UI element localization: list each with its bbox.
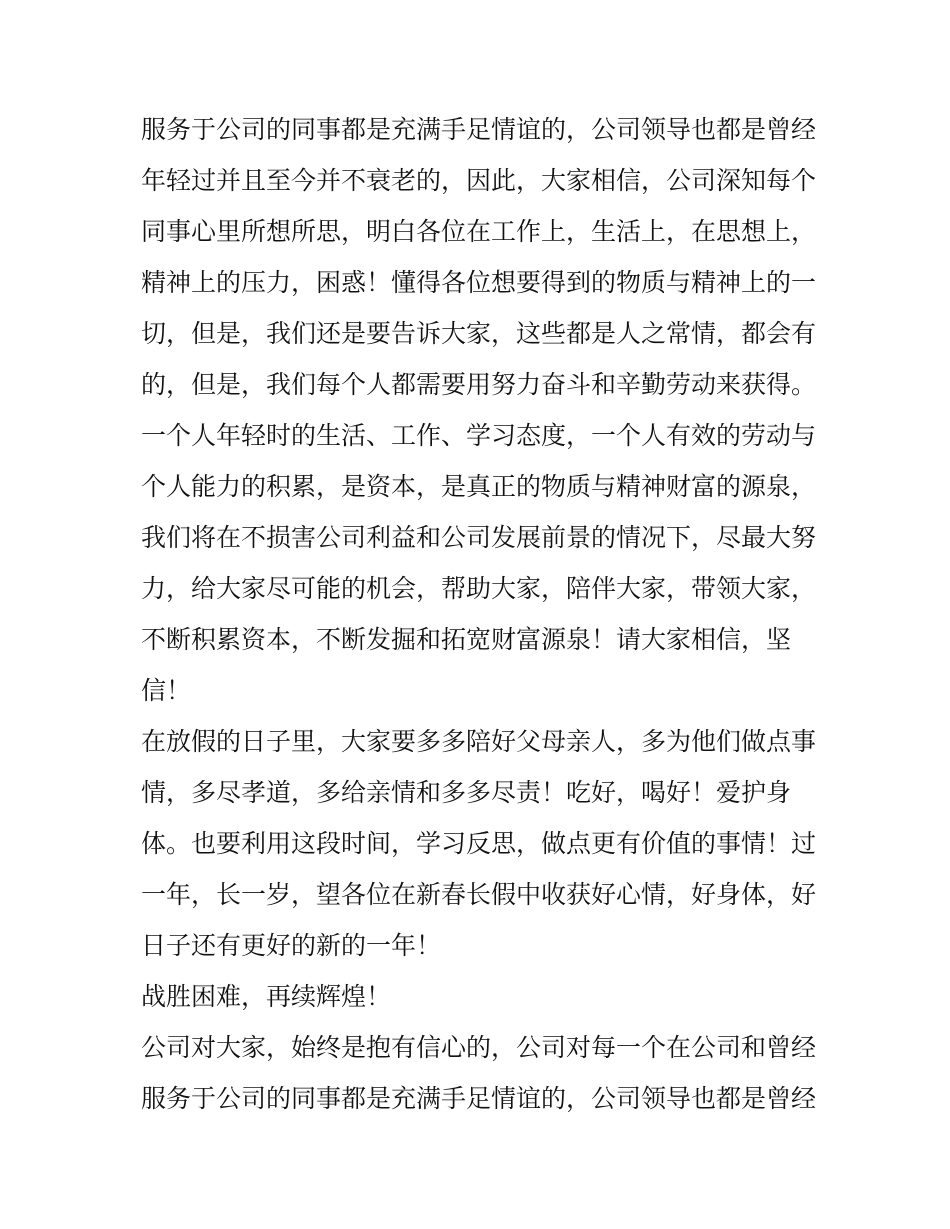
text-line: 我们将在不损害公司利益和公司发展前景的情况下，尽最大努 bbox=[141, 523, 817, 552]
text-line: 力，给大家尽可能的机会，帮助大家，陪伴大家，带领大家， bbox=[141, 574, 817, 603]
text-line: 公司对大家，始终是抱有信心的，公司对每一个在公司和曾经 bbox=[141, 1033, 817, 1062]
text-line: 服务于公司的同事都是充满手足情谊的，公司领导也都是曾经 bbox=[141, 115, 817, 144]
text-line: 一个人年轻时的生活、工作、学习态度，一个人有效的劳动与 bbox=[141, 421, 817, 450]
body-text bbox=[141, 104, 821, 1124]
text-line: 不断积累资本，不断发掘和拓宽财富源泉！请大家相信，坚 bbox=[141, 625, 792, 654]
text-line: 战胜困难，再续辉煌！ bbox=[141, 982, 392, 1011]
text-line: 的，但是，我们每个人都需要用努力奋斗和辛勤劳动来获得。 bbox=[141, 370, 817, 399]
text-line: 在放假的日子里，大家要多多陪好父母亲人，多为他们做点事 bbox=[141, 727, 817, 756]
text-line: 信！ bbox=[141, 676, 192, 705]
text-line: 年轻过并且至今并不衰老的，因此，大家相信，公司深知每个 bbox=[141, 166, 817, 195]
text-line: 服务于公司的同事都是充满手足情谊的，公司领导也都是曾经 bbox=[141, 1084, 817, 1113]
text-line: 切，但是，我们还是要告诉大家，这些都是人之常情，都会有 bbox=[141, 319, 817, 348]
text-line: 日子还有更好的新的一年！ bbox=[141, 931, 442, 960]
text-line: 同事心里所想所思，明白各位在工作上，生活上，在思想上， bbox=[141, 217, 817, 246]
text-line: 体。也要利用这段时间，学习反思，做点更有价值的事情！过 bbox=[141, 829, 817, 858]
text-line: 情，多尽孝道，多给亲情和多多尽责！吃好，喝好！爱护身 bbox=[141, 778, 792, 807]
text-line: 精神上的压力，困惑！懂得各位想要得到的物质与精神上的一 bbox=[141, 268, 817, 297]
text-line: 个人能力的积累，是资本，是真正的物质与精神财富的源泉， bbox=[141, 472, 817, 501]
text-line: 一年，长一岁，望各位在新春长假中收获好心情，好身体，好 bbox=[141, 880, 817, 909]
